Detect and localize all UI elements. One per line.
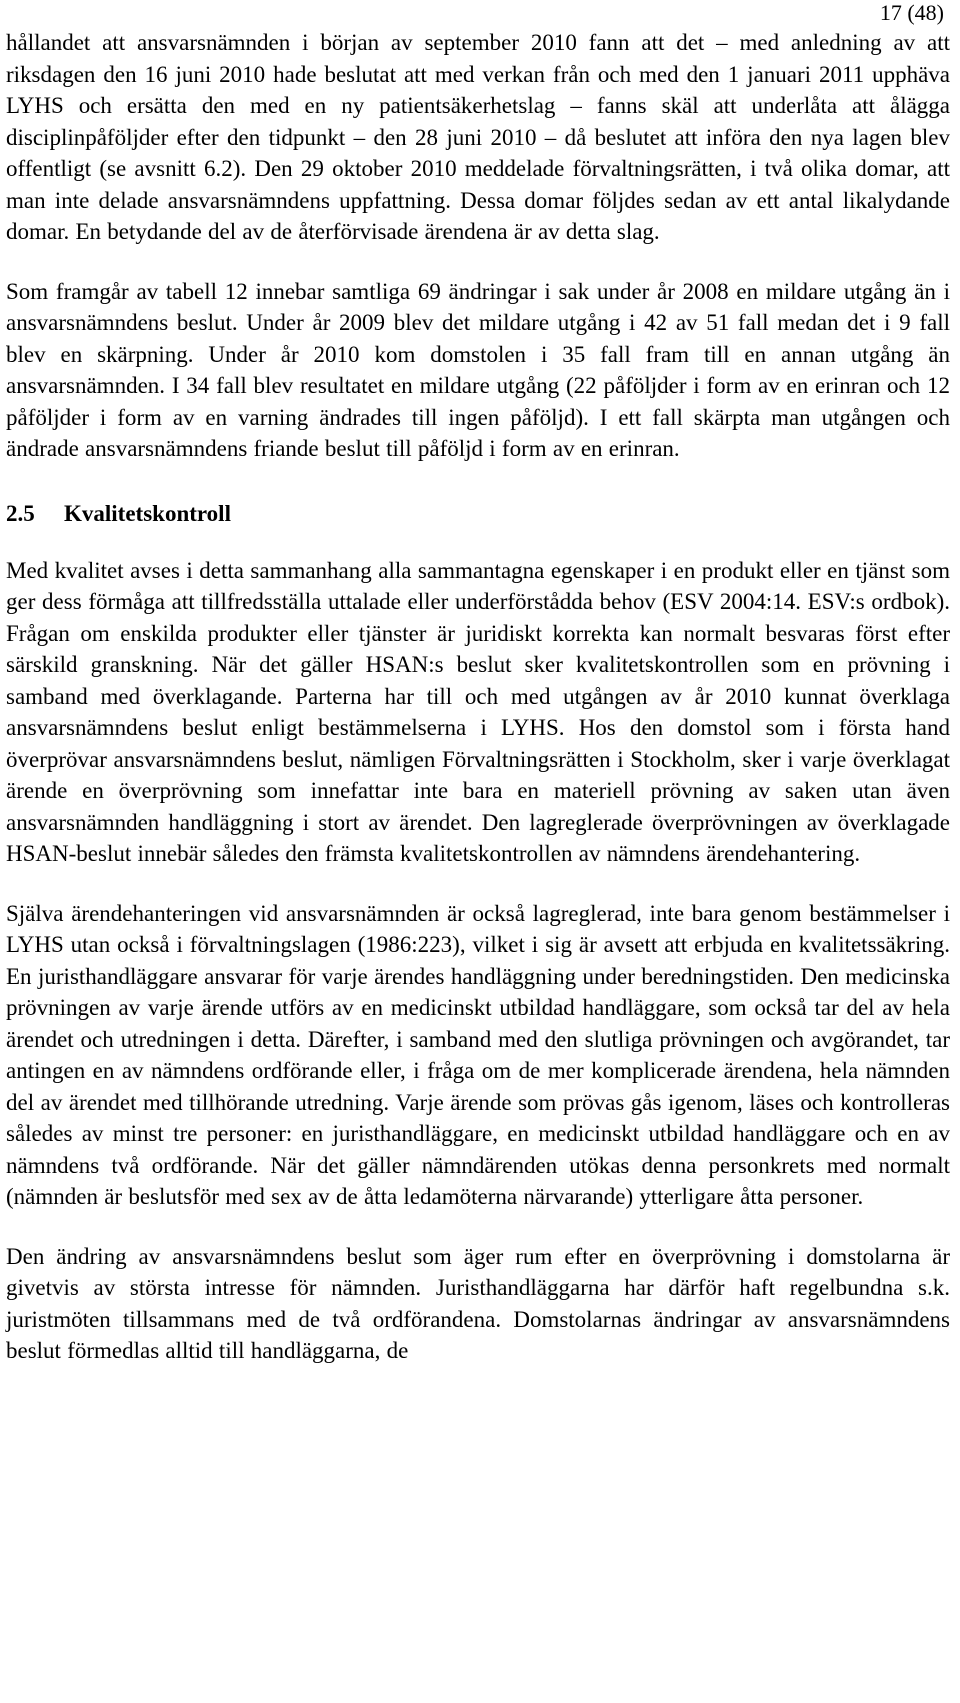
section-number: 2.5 xyxy=(6,500,35,526)
paragraph-2: Som framgår av tabell 12 innebar samtliga 69 ändringar i sak under år 2008 en mildare utgång än i ansvarsnämndens beslut. Under år 2009 blev det mildare utgång i 42 av 51 fall medan det i 9 fall blev en skärpning. Under år 2010 kom domstolen i 35 fall fram till en annan utgång än ansvarsnämnden. I 34 fall blev resultatet en mildare utgång (22 påföljder i form av en erinran och 12 påföljder i form av en varning ändrades till ingen påföljd). I ett fall skärpta man utgången och ändrade ansvarsnämndens friande beslut till påföljd i form av en erinran. xyxy=(6,278,950,461)
page-number: 17 (48) xyxy=(879,0,944,25)
paragraph-4: Själva ärendehanteringen vid ansvarsnämnden är också lagreglerad, inte bara genom bestämmelser i LYHS utan också i förvaltningslagen (1986:223), vilket i sig är avsett att erbjuda en kvalitetssäkring. En juristhandläggare ansvarar för varje ärendes handläggning under beredningstiden. Den medicinska prövningen av varje ärende utförs av en medicinskt utbildad handläggare, som också tar del av hela ärendet och utredningen i detta. Därefter, i samband med den slutliga prövningen och avgörandet, tar antingen en av nämndens ordförande eller, i fråga om de mer komplicerade ärendena, hela nämnden del av ärendet med tillhörande utredning. Varje ärende som prövas gås igenom, läses och kontrolleras således av minst tre personer: en juristhandläggare, en medicinskt utbildad handläggare och en av nämndens två ordförande. När det gäller nämndärenden utökas denna personkrets med normalt (nämnden är beslutsför med sex av de åtta ledamöterna närvarande) ytterligare åtta personer. xyxy=(6,900,950,1209)
paragraph-1: hållandet att ansvarsnämnden i början av september 2010 fann att det – med anledning av att riksdagen den 16 juni 2010 hade beslutat att med verkan från och med den 1 januari 2011 upphäva LYHS och ersätta den med en ny patientsäkerhetslag – fanns skäl att underlåta att ålägga disciplinpåföljder efter den tidpunkt – den 28 juni 2010 – då beslutet att införa den nya lagen blev offentligt (se avsnitt 6.2). Den 29 oktober 2010 meddelade förvaltningsrätten, i två olika domar, att man inte delade ansvarsnämndens uppfattning. Dessa domar följdes sedan av ett antal likalydande domar. En betydande del av de återförvisade ärendena är av detta slag. xyxy=(6,30,950,244)
document-body xyxy=(6,27,950,1367)
section-title: Kvalitetskontroll xyxy=(64,500,231,526)
paragraph-3: Med kvalitet avses i detta sammanhang alla sammantagna egenskaper i en produkt eller en tjänst som ger dess förmåga att tillfredsställa uttalade eller underförstådda behov (ESV 2004:14. ESV:s ordbok). Frågan om enskilda produkter eller tjänster är juridiskt korrekta kan normalt besvaras först efter särskild granskning. När det gäller HSAN:s beslut sker kvalitetskontrollen som en prövning i samband med överklagande. Parterna har till och med utgången av år 2010 kunnat överklaga ansvarsnämndens beslut enligt bestämmelserna i LYHS. Hos den domstol som i första hand överprövar ansvarsnämndens beslut, nämligen Förvaltningsrätten i Stockholm, sker i varje överklagat ärende en överprövning som innefattar inte bara en materiell prövning av saken utan även ansvarsnämnden handläggning i stort av ärendet. Den lagreglerade överprövningen av överklagade HSAN-beslut innebär således den främsta kvalitetskontrollen av nämndens ärendehantering. xyxy=(6,557,950,866)
section-heading xyxy=(6,499,950,529)
paragraph-5: Den ändring av ansvarsnämndens beslut som äger rum efter en överprövning i domstolarna är givetvis av största intresse för nämnden. Juristhandläggarna har därför haft regelbundna s.k. juristmöten tillsammans med de två ordförandena. Domstolarnas ändringar av ansvarsnämndens beslut förmedlas alltid till handläggarna, de xyxy=(6,1243,950,1363)
